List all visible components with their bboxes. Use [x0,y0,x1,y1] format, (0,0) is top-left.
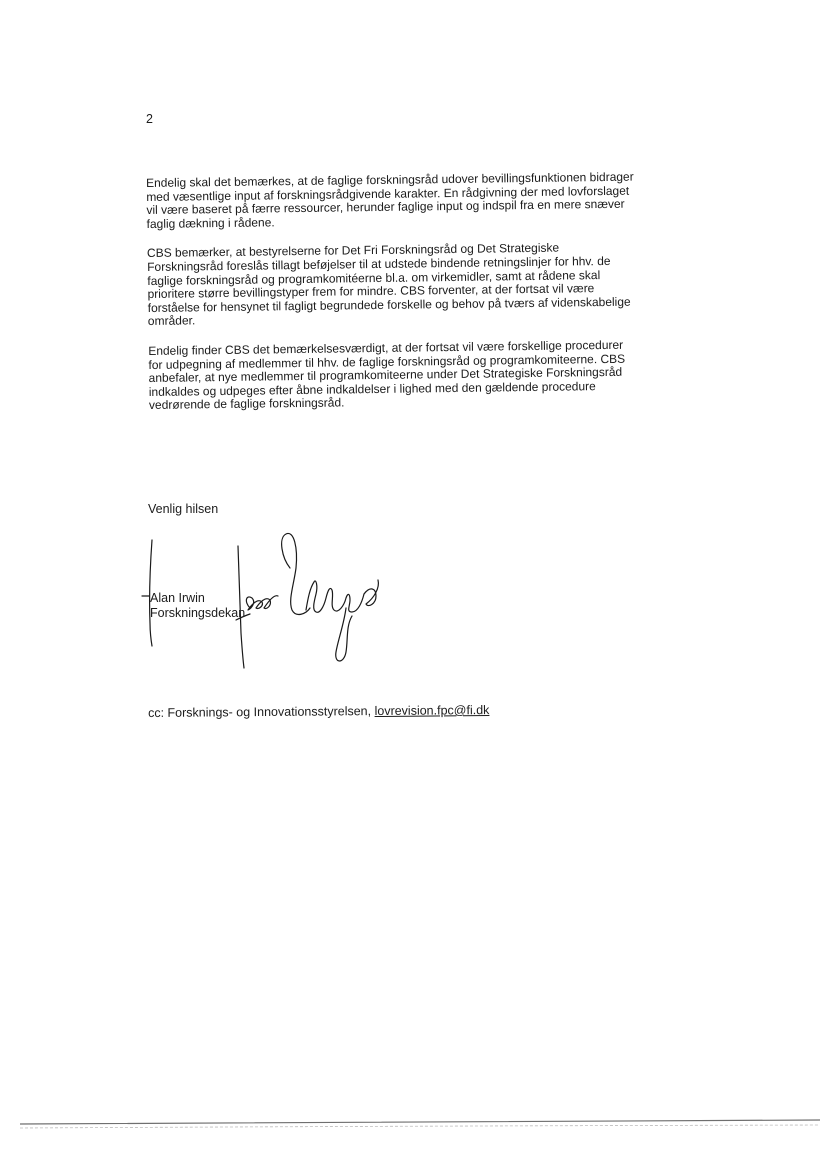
closing-greeting: Venlig hilsen [148,502,219,516]
signatory-title: Forskningsdekan [150,606,246,620]
cc-recipient: cc: Forsknings- og Innovationsstyrelsen, [148,704,375,720]
cc-email-link[interactable]: lovrevision.fpc@fi.dk [374,703,490,719]
handwritten-signature [140,528,390,673]
paragraph-1: Endelig skal det bemærkes, at de faglige forskningsråd udover bevillingsfunktionen bidrager med væsentlige input af forskningsrådgivende karakter. En rådgivning der med lovforslaget vil være baseret på færre ressourcer, herunder faglige input og indspil fra en mere snæver faglig dækning i rådene. [145,169,634,231]
paragraph-2: CBS bemærker, at bestyrelserne for Det Fri Forskningsråd og Det Strategiske Forskningsråd foreslås tillagt beføjelser til at udstede bindende retningslinjer for hhv. de faglige forskningsråd og programkomitéerne bl.a. om virkemidler, samt at rådene skal prioritere større bevillingstyper frem for mindre. CBS forventer, at der fortsat vil være forståelse for hensynet til fagligt begrundede forskelle og behov på tværs af videnskabelige områder. [146,240,631,329]
letter-body [146,171,639,429]
signatory-name: Alan Irwin [150,591,205,605]
scan-edge-line [20,1116,820,1132]
page-number: 2 [146,112,153,126]
cc-line [148,703,489,720]
paragraph-3: Endelig finder CBS det bemærkelsesværdigt, at der fortsat vil være forskellige procedurer for udpegning af medlemmer til hhv. de faglige forskningsråd og programkomiteerne. CBS anbefaler, at nye medlemmer til programkomiteerne under Det Strategiske Forskningsråd indkaldes og udpeges efter åbne indkaldelser i lighed med den gældende procedure vedrørende de faglige forskningsråd. [148,337,626,413]
